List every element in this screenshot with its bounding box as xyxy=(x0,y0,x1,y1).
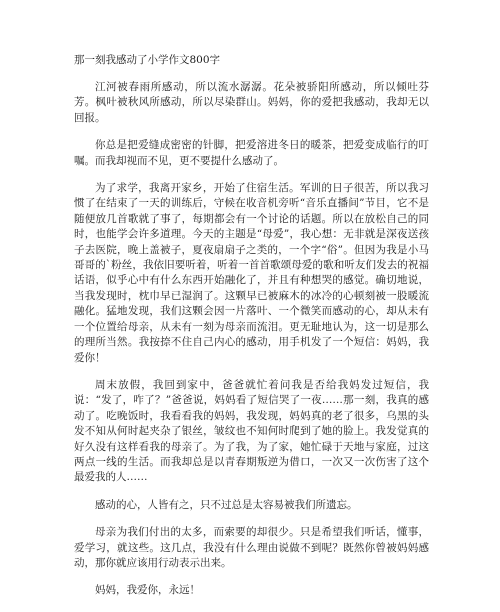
essay-title: 那一刻我感动了小学作文800字 xyxy=(74,54,221,66)
paragraph-radio-story: 为了求学，我离开家乡，开始了住宿生活。军训的日子很苦，所以我习惯了在结束了一天的训练后，守候在收音机旁听“音乐直播间”节目，它不是随便放几首歌就了事了，每期都会有一个讨论的话题。所以在放松自己的同时，也能学会许多道理。今天的主题是“母爱”，我心想：无非就是深夜送孩子去医院，晚上盖被子，夏夜扇扇子之类的，一个字“俗”。但因为我是小马哥哥的`粉丝，我依旧要听着，听着一首首歌颂母爱的歌和听友们发去的祝福话语，似乎心中有什么东西开始融化了，并且有种想哭的感觉。确切地说，当我发现时，枕巾早已湿润了。这颗早已被麻木的冰冷的心顿刻被一股暖流融化。猛地发现，我们这颗会因一片落叶、一个微笑而感动的心，却从未有一个位置给母亲，从未有一刻为母亲而流泪。更无耻地认为，这一切是那么的理所当然。我按捺不住自己内心的感动，用手机发了一个短信：妈妈，我爱你！ xyxy=(74,182,429,364)
paragraph-weekend-home: 周末放假，我回到家中，爸爸就忙着问我是否给我妈发过短信，我说：“发了，咋了？”爸爸说，妈妈看了短信哭了一夜……那一刻，我真的感动了。吃晚饭时，我看看我的妈妈，我发现，妈妈真的老了很多，乌黑的头发不知从何时起夹杂了银丝，皱纹也不知何时爬到了她的脸上。我发觉真的好久没有这样看我的母亲了。为了我，为了家，她忙碌于天地与家庭，过这两点一线的生活。而我却总是以青春期叛逆为借口，一次又一次伤害了这个最爱我的人…… xyxy=(74,378,429,484)
paragraph-intro: 江河被春雨所感动，所以流水潺潺。花朵被骄阳所感动，所以倾吐芬芳。枫叶被秋风所感动，所以尽染群山。妈妈，你的爱把我感动，我却无以回报。 xyxy=(74,81,429,124)
paragraph-closing: 妈妈，我爱你，永远！ xyxy=(95,584,200,597)
paragraph-mother-love: 你总是把爱缝成密密的针脚，把爱溶进冬日的暖茶，把爱变成临行的叮嘱。而我却视而不见，更不要提什么感动了。 xyxy=(74,139,429,167)
paragraph-mother-gives: 母亲为我们付出的太多，而索要的却很少。只是希望我们听话，懂事，爱学习，就这些。这几点，我没有什么理由说做不到呢？既然你曾被妈妈感动，那你就应该用行动表示出来。 xyxy=(74,526,429,569)
paragraph-forgotten-heart: 感动的心，人皆有之，只不过总是太容易被我们所遗忘。 xyxy=(95,498,358,511)
document-page xyxy=(74,52,429,612)
